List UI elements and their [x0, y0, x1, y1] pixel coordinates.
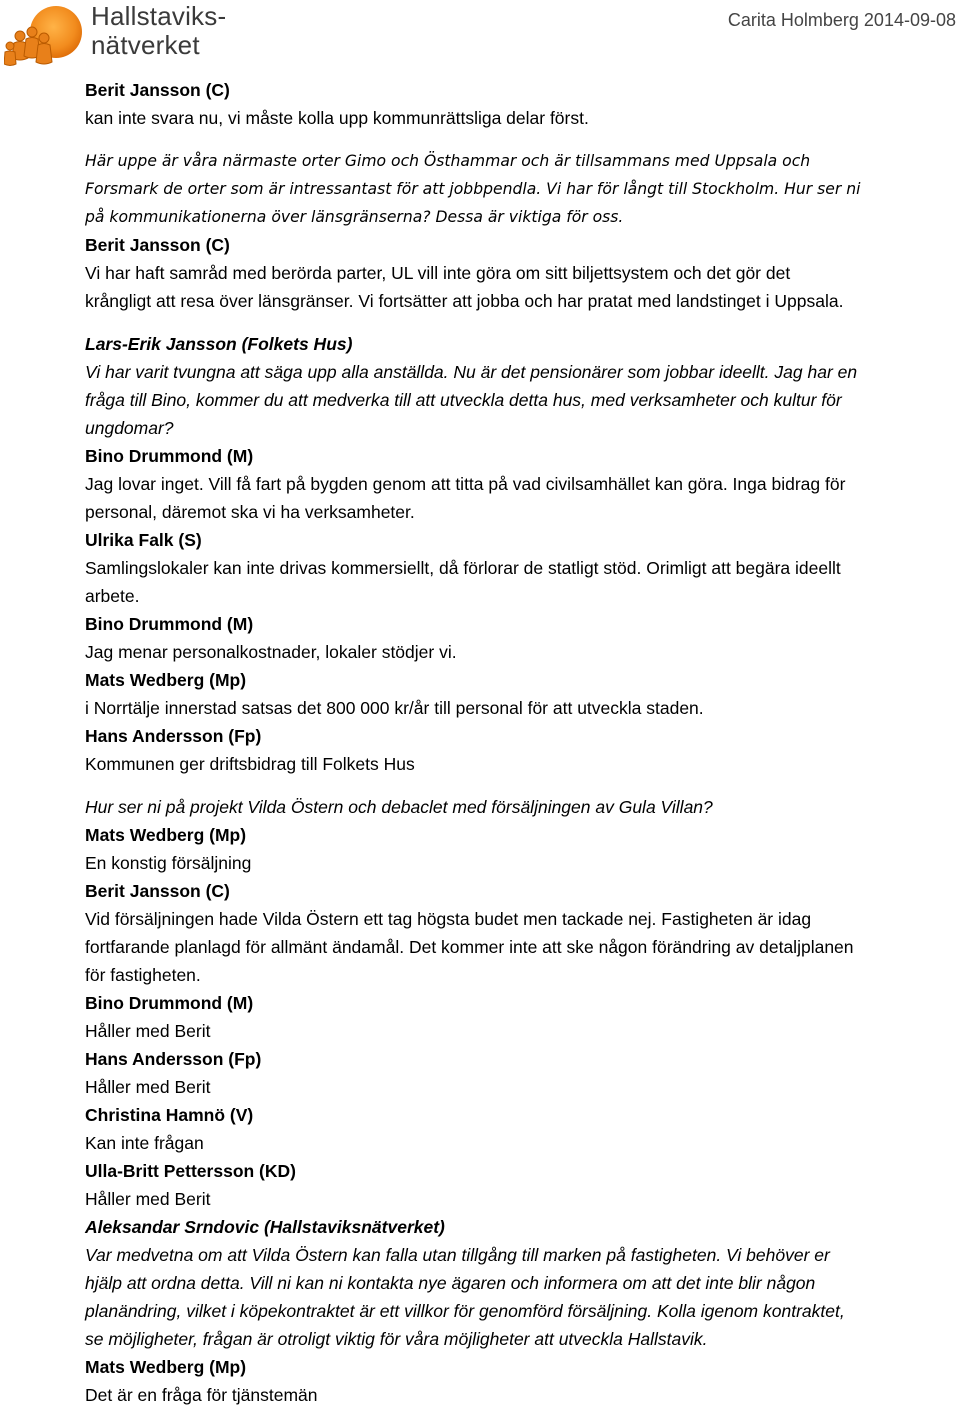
statement-text-line: Håller med Berit [85, 1189, 211, 1209]
statement-text-line: fortfarande planlagd för allmänt ändamål. Det kommer inte att ske någon förändring av detaljplanen [85, 937, 854, 957]
statement-text-line: ungdomar? [85, 418, 174, 438]
paragraph-gap [85, 315, 955, 330]
statement-text-line: Vid försäljningen hade Vilda Östern ett tag högsta budet men tackade nej. Fastigheten är idag [85, 909, 812, 929]
logo-wordmark [91, 2, 226, 60]
speaker-name: Ulrika Falk (S) [85, 530, 202, 550]
statement-text-line: Håller med Berit [85, 1021, 211, 1041]
speaker-name: Bino Drummond (M) [85, 446, 254, 466]
speaker-name: Aleksandar Srndovic (Hallstaviksnätverket) [85, 1217, 445, 1237]
speaker-name: Berit Jansson (C) [85, 235, 230, 255]
author-date: Carita Holmberg 2014-09-08 [727, 10, 956, 30]
page-header [0, 0, 960, 70]
question-text-line: Forsmark de orter som är intressantast för att jobbpendla. Vi har för långt till Stockholm. Hur ser ni [85, 180, 861, 198]
speaker-name: Bino Drummond (M) [85, 993, 254, 1013]
statement-text-line: för fastigheten. [85, 965, 201, 985]
statement-text-line: arbete. [85, 586, 140, 606]
statement-text-line: Det är en fråga för tjänstemän [85, 1385, 318, 1405]
people-group-logo-icon [4, 2, 84, 68]
statement-text-line: Kan inte frågan [85, 1133, 204, 1153]
speaker-name: Mats Wedberg (Mp) [85, 1357, 247, 1377]
statement-text-line: i Norrtälje innerstad satsas det 800 000 kr/år till personal för att utveckla staden. [85, 698, 704, 718]
speaker-name: Bino Drummond (M) [85, 614, 254, 634]
logo-line-2: nätverket [91, 30, 200, 60]
statement-text-line: Vi har haft samråd med berörda parter, UL vill inte göra om sitt biljettsystem och det gör det [85, 263, 791, 283]
statement-text-line: krångligt att resa över länsgränser. Vi fortsätter att jobba och har pratat med landstinget i Uppsala. [85, 291, 844, 311]
speaker-name: Hans Andersson (Fp) [85, 1049, 262, 1069]
speaker-name: Berit Jansson (C) [85, 881, 230, 901]
statement-text-line: Var medvetna om att Vilda Östern kan falla utan tillgång till marken på fastigheten. Vi behöver er [85, 1245, 830, 1265]
statement-text-line: Jag menar personalkostnader, lokaler stödjer vi. [85, 642, 457, 662]
question-text-line: Hur ser ni på projekt Vilda Östern och debaclet med försäljningen av Gula Villan? [85, 797, 713, 817]
speaker-name: Christina Hamnö (V) [85, 1105, 254, 1125]
statement-text-line: Vi har varit tvungna att säga upp alla anställda. Nu är det pensionärer som jobbar ideellt. Jag har en [85, 362, 858, 382]
paragraph-gap [85, 132, 955, 147]
statement-text-line: fråga till Bino, kommer du att medverka till att utveckla detta hus, med verksamheter och kultur för [85, 390, 842, 410]
statement-text-line: personal, däremot ska vi ha verksamheter. [85, 502, 415, 522]
paragraph-gap [85, 778, 955, 793]
statement-text-line: hjälp att ordna detta. Vill ni kan ni kontakta nye ägaren och informera om att det inte blir någon [85, 1273, 816, 1293]
speaker-name: Berit Jansson (C) [85, 80, 230, 100]
statement-text-line: se möjligheter, frågan är otroligt viktig för våra möjligheter att utveckla Hallstavik. [85, 1329, 708, 1349]
question-text-line: på kommunikationerna över länsgränserna? Dessa är viktiga för oss. [85, 208, 624, 226]
speaker-name: Lars-Erik Jansson (Folkets Hus) [85, 334, 353, 354]
statement-text-line: Samlingslokaler kan inte drivas kommersiellt, då förlorar de statligt stöd. Orimligt att begära ideellt [85, 558, 841, 578]
logo-line-1: Hallstaviks- [91, 1, 227, 31]
speaker-name: Mats Wedberg (Mp) [85, 670, 247, 690]
question-text-line: Här uppe är våra närmaste orter Gimo och Östhammar och är tillsammans med Uppsala och [85, 152, 811, 170]
speaker-name: Ulla-Britt Pettersson (KD) [85, 1161, 296, 1181]
statement-text-line: Kommunen ger driftsbidrag till Folkets Hus [85, 754, 415, 774]
statement-text-line: En konstig försäljning [85, 853, 252, 873]
statement-text-line: Jag lovar inget. Vill få fart på bygden genom att titta på vad civilsamhället kan göra. Inga bidrag för [85, 474, 846, 494]
speaker-name: Mats Wedberg (Mp) [85, 825, 247, 845]
speaker-name: Hans Andersson (Fp) [85, 726, 262, 746]
meeting-transcript [85, 76, 955, 1409]
statement-text-line: planändring, vilket i köpekontraktet är ett villkor för genomförd försäljning. Kolla igenom kontraktet, [85, 1301, 845, 1321]
statement-text-line: kan inte svara nu, vi måste kolla upp kommunrättsliga delar först. [85, 108, 589, 128]
statement-text-line: Håller med Berit [85, 1077, 211, 1097]
